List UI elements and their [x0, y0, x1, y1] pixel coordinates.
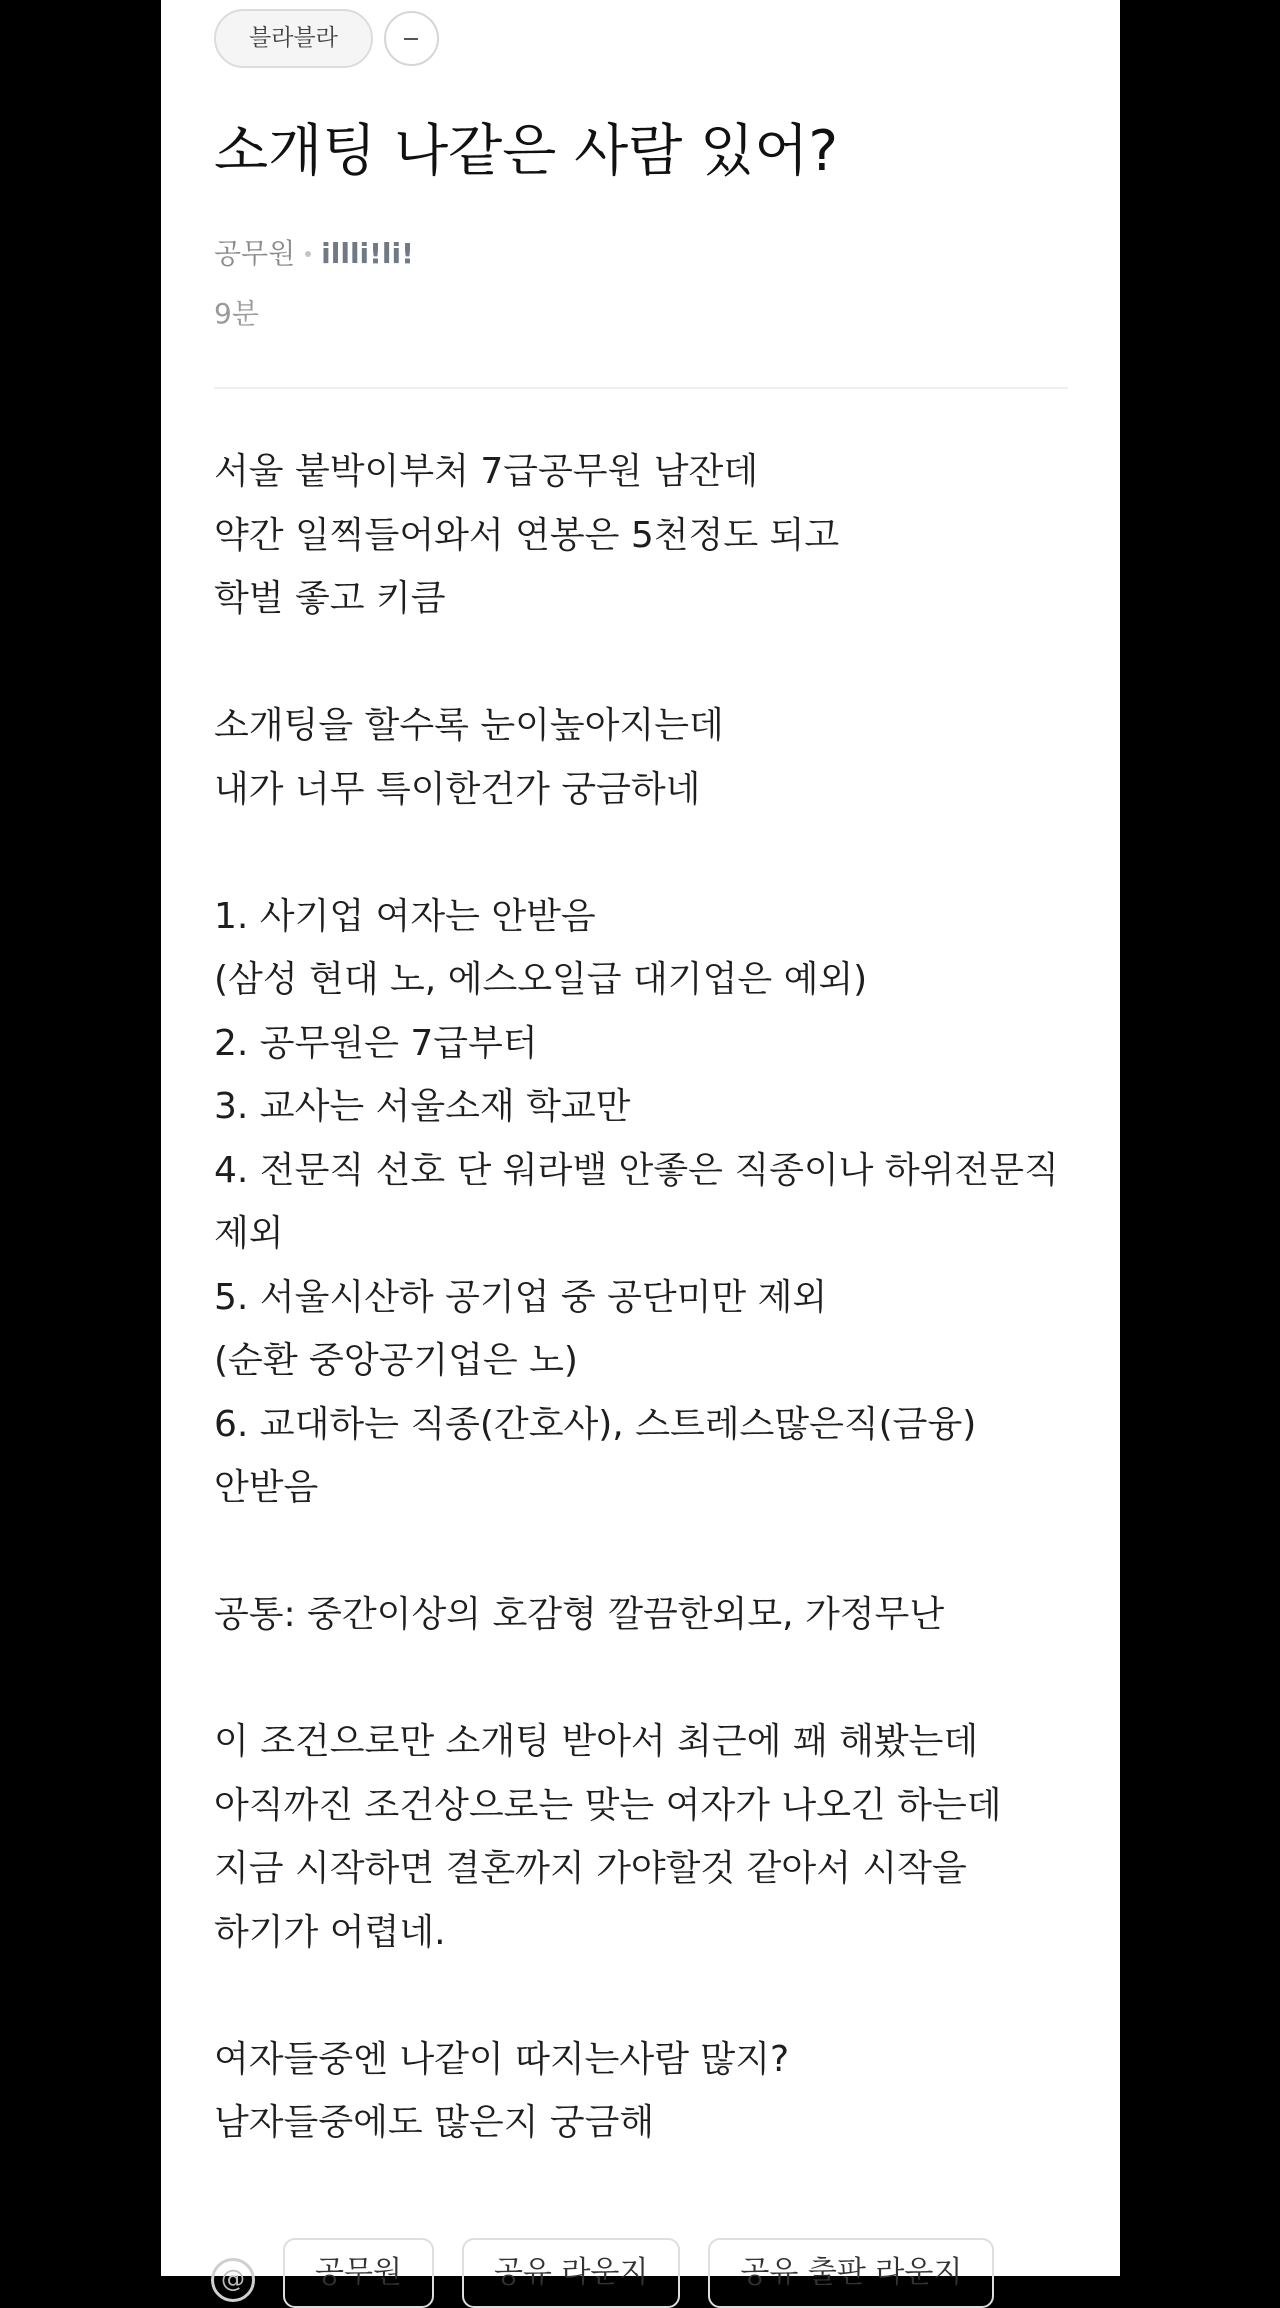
author-company[interactable]: 공무원 — [214, 237, 296, 270]
topic-row — [214, 9, 439, 68]
body-line: 2. 공무원은 7급부터 — [214, 1022, 538, 1064]
body-line: 3. 교사는 서울소재 학교만 — [214, 1086, 631, 1127]
body-line: (순환 중앙공기업은 노) — [214, 1340, 578, 1381]
body-line: 1. 사기업 여자는 안받음 — [214, 895, 596, 937]
divider — [214, 387, 1068, 389]
post-body — [214, 440, 1084, 2155]
body-line — [214, 821, 1084, 885]
body-line — [214, 1647, 1084, 1711]
body-line: 내가 너무 특이한건가 궁금하네 — [214, 768, 701, 810]
body-line: 공통: 중간이상의 호감형 깔끔한외모, 가정무난 — [214, 1594, 945, 1635]
author-nickname[interactable]: illli!li! — [321, 237, 414, 270]
collapse-button[interactable] — [384, 11, 439, 66]
body-line: (삼성 현대 노, 에스오일급 대기업은 예외) — [214, 959, 868, 1000]
body-line — [214, 1964, 1084, 2028]
tag-chip[interactable]: 공유 출판 라운지 — [708, 2238, 994, 2308]
body-line: 4. 전문직 선호 단 워라밸 안좋은 직종이나 하위전문직 — [214, 1149, 1059, 1191]
tag-chip[interactable]: 공무원 — [283, 2238, 434, 2308]
body-line: 학벌 좋고 키큼 — [214, 578, 446, 619]
body-line: 아직까진 조건상으로는 맞는 여자가 나오긴 하는데 — [214, 1784, 1002, 1826]
body-line: 지금 시작하면 결혼까지 가야할것 같아서 시작을 — [214, 1848, 967, 1889]
author-meta — [214, 234, 414, 274]
body-line: 남자들중에도 많은지 궁금해 — [214, 2102, 655, 2143]
post-title: 소개팅 나같은 사람 있어? — [214, 119, 839, 184]
body-line: 하기가 어렵네. — [214, 1911, 446, 1953]
tag-list — [211, 2238, 994, 2308]
post-page — [161, 0, 1120, 2293]
at-sign-icon: @ — [211, 2258, 255, 2302]
body-line: 제외 — [214, 1213, 284, 1254]
body-line: 5. 서울시산하 공기업 중 공단미만 제외 — [214, 1276, 828, 1318]
body-line: 여자들중엔 나같이 따지는사람 많지? — [214, 2038, 790, 2080]
body-line — [214, 631, 1084, 695]
tag-chip[interactable]: 공유 라운지 — [462, 2238, 680, 2308]
body-line — [214, 1520, 1084, 1584]
body-line: 안받음 — [214, 1467, 319, 1508]
separator-dot — [305, 251, 311, 257]
body-line: 6. 교대하는 직종(간호사), 스트레스많은직(금융) — [214, 1403, 977, 1445]
minus-icon — [404, 38, 418, 40]
body-line: 소개팅을 할수록 눈이높아지는데 — [214, 705, 724, 746]
topic-chip[interactable]: 블라블라 — [214, 9, 373, 68]
body-line: 이 조건으로만 소개팅 받아서 최근에 꽤 해봤는데 — [214, 1721, 979, 1762]
body-line: 서울 붙박이부처 7급공무원 남잔데 — [214, 451, 759, 492]
body-line: 약간 일찍들어와서 연봉은 5천정도 되고 — [214, 514, 840, 556]
post-time: 9분 — [214, 297, 259, 330]
